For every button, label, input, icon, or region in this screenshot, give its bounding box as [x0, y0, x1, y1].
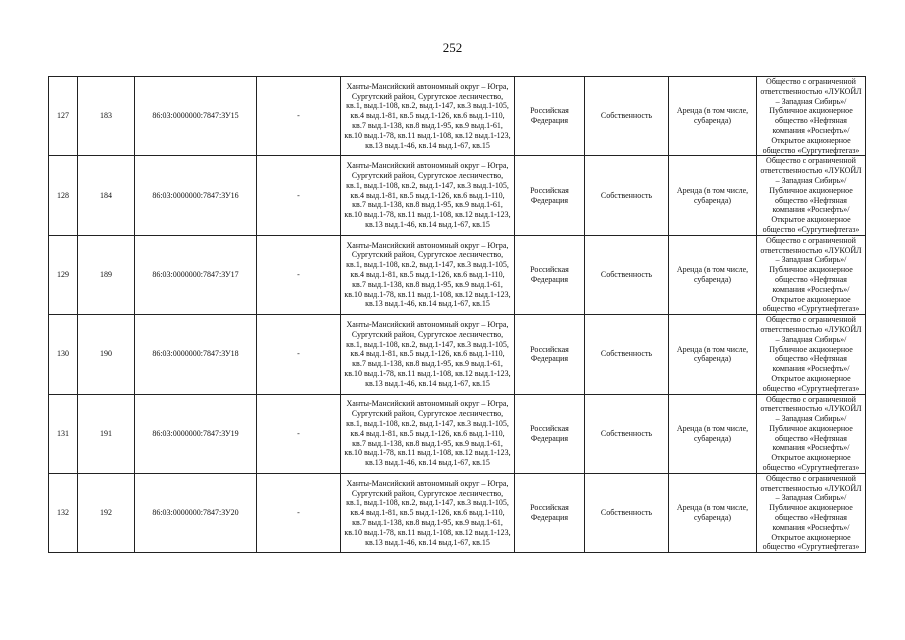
empty-dash-cell: - — [257, 315, 341, 394]
right-type-cell: Собственность — [585, 315, 669, 394]
cadastral-number-cell: 86:03:0000000:7847:ЗУ16 — [135, 156, 257, 235]
table-row — [49, 235, 866, 314]
cadastral-number-cell: 86:03:0000000:7847:ЗУ19 — [135, 394, 257, 473]
location-description-cell: Ханты-Мансийский автономный округ – Югра, Сургутский район, Сургутское лесничество, кв.1, выд.1-108, кв.2, выд.1-147, кв.3 выд.1-105, кв.4 выд.1-81, кв.5 выд.1-126, кв.6 выд.1-110, кв.7 выд.1-138, кв.8 выд.1-95, кв.9 выд.1-61, кв.10 выд.1-78, кв.11 выд.1-108, кв.12 выд.1-123, кв.13 выд.1-46, кв.14 выд.1-67, кв.15 — [341, 394, 515, 473]
right-holder-cell: Общество с ограниченной ответственностью «ЛУКОЙЛ – Западная Сибирь»/Публичное акционерное общество «Нефтяная компания «Роснефть»/Открытое акционерное общество «Сургутнефтегаз» — [757, 235, 866, 314]
right-type-cell: Собственность — [585, 156, 669, 235]
encumbrance-cell: Аренда (в том числе, субаренда) — [669, 473, 757, 552]
table-row — [49, 473, 866, 552]
record-id-cell: 183 — [78, 77, 135, 156]
location-description-cell: Ханты-Мансийский автономный округ – Югра, Сургутский район, Сургутское лесничество, кв.1, выд.1-108, кв.2, выд.1-147, кв.3 выд.1-105, кв.4 выд.1-81, кв.5 выд.1-126, кв.6 выд.1-110, кв.7 выд.1-138, кв.8 выд.1-95, кв.9 выд.1-61, кв.10 выд.1-78, кв.11 выд.1-108, кв.12 выд.1-123, кв.13 выд.1-46, кв.14 выд.1-67, кв.15 — [341, 235, 515, 314]
record-id-cell: 184 — [78, 156, 135, 235]
table-row — [49, 156, 866, 235]
record-id-cell: 191 — [78, 394, 135, 473]
location-description-cell: Ханты-Мансийский автономный округ – Югра, Сургутский район, Сургутское лесничество, кв.1, выд.1-108, кв.2, выд.1-147, кв.3 выд.1-105, кв.4 выд.1-81, кв.5 выд.1-126, кв.6 выд.1-110, кв.7 выд.1-138, кв.8 выд.1-95, кв.9 выд.1-61, кв.10 выд.1-78, кв.11 выд.1-108, кв.12 выд.1-123, кв.13 выд.1-46, кв.14 выд.1-67, кв.15 — [341, 156, 515, 235]
registry-table — [48, 76, 866, 553]
row-number-cell: 129 — [49, 235, 78, 314]
owner-cell: Российская Федерация — [515, 315, 585, 394]
owner-cell: Российская Федерация — [515, 156, 585, 235]
row-number-cell: 132 — [49, 473, 78, 552]
table-row — [49, 315, 866, 394]
record-id-cell: 190 — [78, 315, 135, 394]
right-holder-cell: Общество с ограниченной ответственностью «ЛУКОЙЛ – Западная Сибирь»/Публичное акционерное общество «Нефтяная компания «Роснефть»/Открытое акционерное общество «Сургутнефтегаз» — [757, 77, 866, 156]
record-id-cell: 189 — [78, 235, 135, 314]
right-type-cell: Собственность — [585, 77, 669, 156]
owner-cell: Российская Федерация — [515, 235, 585, 314]
right-holder-cell: Общество с ограниченной ответственностью «ЛУКОЙЛ – Западная Сибирь»/Публичное акционерное общество «Нефтяная компания «Роснефть»/Открытое акционерное общество «Сургутнефтегаз» — [757, 473, 866, 552]
table-row — [49, 77, 866, 156]
encumbrance-cell: Аренда (в том числе, субаренда) — [669, 394, 757, 473]
location-description-cell: Ханты-Мансийский автономный округ – Югра, Сургутский район, Сургутское лесничество, кв.1, выд.1-108, кв.2, выд.1-147, кв.3 выд.1-105, кв.4 выд.1-81, кв.5 выд.1-126, кв.6 выд.1-110, кв.7 выд.1-138, кв.8 выд.1-95, кв.9 выд.1-61, кв.10 выд.1-78, кв.11 выд.1-108, кв.12 выд.1-123, кв.13 выд.1-46, кв.14 выд.1-67, кв.15 — [341, 473, 515, 552]
empty-dash-cell: - — [257, 235, 341, 314]
encumbrance-cell: Аренда (в том числе, субаренда) — [669, 156, 757, 235]
encumbrance-cell: Аренда (в том числе, субаренда) — [669, 235, 757, 314]
row-number-cell: 130 — [49, 315, 78, 394]
row-number-cell: 127 — [49, 77, 78, 156]
empty-dash-cell: - — [257, 394, 341, 473]
cadastral-number-cell: 86:03:0000000:7847:ЗУ17 — [135, 235, 257, 314]
cadastral-number-cell: 86:03:0000000:7847:ЗУ15 — [135, 77, 257, 156]
right-type-cell: Собственность — [585, 235, 669, 314]
right-type-cell: Собственность — [585, 394, 669, 473]
right-holder-cell: Общество с ограниченной ответственностью «ЛУКОЙЛ – Западная Сибирь»/Публичное акционерное общество «Нефтяная компания «Роснефть»/Открытое акционерное общество «Сургутнефтегаз» — [757, 315, 866, 394]
owner-cell: Российская Федерация — [515, 77, 585, 156]
right-type-cell: Собственность — [585, 473, 669, 552]
owner-cell: Российская Федерация — [515, 394, 585, 473]
right-holder-cell: Общество с ограниченной ответственностью «ЛУКОЙЛ – Западная Сибирь»/Публичное акционерное общество «Нефтяная компания «Роснефть»/Открытое акционерное общество «Сургутнефтегаз» — [757, 156, 866, 235]
empty-dash-cell: - — [257, 473, 341, 552]
encumbrance-cell: Аренда (в том числе, субаренда) — [669, 77, 757, 156]
table-row — [49, 394, 866, 473]
row-number-cell: 131 — [49, 394, 78, 473]
empty-dash-cell: - — [257, 77, 341, 156]
owner-cell: Российская Федерация — [515, 473, 585, 552]
location-description-cell: Ханты-Мансийский автономный округ – Югра, Сургутский район, Сургутское лесничество, кв.1, выд.1-108, кв.2, выд.1-147, кв.3 выд.1-105, кв.4 выд.1-81, кв.5 выд.1-126, кв.6 выд.1-110, кв.7 выд.1-138, кв.8 выд.1-95, кв.9 выд.1-61, кв.10 выд.1-78, кв.11 выд.1-108, кв.12 выд.1-123, кв.13 выд.1-46, кв.14 выд.1-67, кв.15 — [341, 315, 515, 394]
cadastral-number-cell: 86:03:0000000:7847:ЗУ20 — [135, 473, 257, 552]
empty-dash-cell: - — [257, 156, 341, 235]
location-description-cell: Ханты-Мансийский автономный округ – Югра, Сургутский район, Сургутское лесничество, кв.1, выд.1-108, кв.2, выд.1-147, кв.3 выд.1-105, кв.4 выд.1-81, кв.5 выд.1-126, кв.6 выд.1-110, кв.7 выд.1-138, кв.8 выд.1-95, кв.9 выд.1-61, кв.10 выд.1-78, кв.11 выд.1-108, кв.12 выд.1-123, кв.13 выд.1-46, кв.14 выд.1-67, кв.15 — [341, 77, 515, 156]
encumbrance-cell: Аренда (в том числе, субаренда) — [669, 315, 757, 394]
page-number: 252 — [442, 40, 463, 55]
record-id-cell: 192 — [78, 473, 135, 552]
cadastral-number-cell: 86:03:0000000:7847:ЗУ18 — [135, 315, 257, 394]
row-number-cell: 128 — [49, 156, 78, 235]
right-holder-cell: Общество с ограниченной ответственностью «ЛУКОЙЛ – Западная Сибирь»/Публичное акционерное общество «Нефтяная компания «Роснефть»/Открытое акционерное общество «Сургутнефтегаз» — [757, 394, 866, 473]
